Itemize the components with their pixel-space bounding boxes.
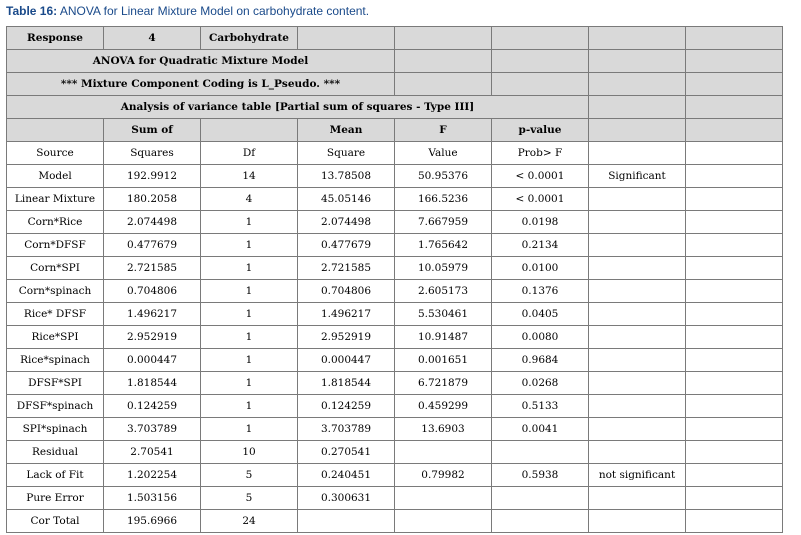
column-header: Mean bbox=[298, 119, 395, 142]
table-row bbox=[7, 326, 783, 349]
table-cell: Rice*spinach bbox=[7, 349, 104, 372]
table-cell: 0.704806 bbox=[104, 280, 201, 303]
table-cell: 0.0198 bbox=[492, 211, 589, 234]
table-cell: 0.9684 bbox=[492, 349, 589, 372]
table-cell: 0.1376 bbox=[492, 280, 589, 303]
header-row bbox=[7, 119, 783, 142]
table-cell: 0.0080 bbox=[492, 326, 589, 349]
table-cell: Corn*SPI bbox=[7, 257, 104, 280]
table-cell bbox=[395, 510, 492, 533]
table-row bbox=[7, 188, 783, 211]
table-cell: Linear Mixture bbox=[7, 188, 104, 211]
table-cell: 0.0100 bbox=[492, 257, 589, 280]
table-cell: Cor Total bbox=[7, 510, 104, 533]
table-cell bbox=[589, 487, 686, 510]
table-row bbox=[7, 349, 783, 372]
table-cell: 2.952919 bbox=[298, 326, 395, 349]
table-cell: 0.477679 bbox=[298, 234, 395, 257]
table-row bbox=[7, 280, 783, 303]
column-header: p-value bbox=[492, 119, 589, 142]
table-cell: 1.202254 bbox=[104, 464, 201, 487]
table-cell: 0.459299 bbox=[395, 395, 492, 418]
empty-cell bbox=[589, 96, 686, 119]
empty-cell bbox=[298, 27, 395, 50]
empty-cell bbox=[492, 73, 589, 96]
table-cell: Corn*spinach bbox=[7, 280, 104, 303]
table-cell: 0.79982 bbox=[395, 464, 492, 487]
empty-cell bbox=[589, 27, 686, 50]
table-cell: 2.70541 bbox=[104, 441, 201, 464]
table-cell bbox=[589, 372, 686, 395]
table-cell: 0.2134 bbox=[492, 234, 589, 257]
table-cell: 1 bbox=[201, 418, 298, 441]
coding-note: *** Mixture Component Coding is L_Pseudo. *** bbox=[7, 73, 395, 96]
empty-cell bbox=[686, 441, 783, 464]
column-header bbox=[7, 119, 104, 142]
response-row bbox=[7, 27, 783, 50]
table-cell: Squares bbox=[104, 142, 201, 165]
table-cell: 0.001651 bbox=[395, 349, 492, 372]
empty-cell bbox=[686, 464, 783, 487]
table-cell: 14 bbox=[201, 165, 298, 188]
table-cell bbox=[589, 326, 686, 349]
empty-cell bbox=[686, 418, 783, 441]
table-cell: Lack of Fit bbox=[7, 464, 104, 487]
table-cell: 5.530461 bbox=[395, 303, 492, 326]
table-cell: 2.074498 bbox=[298, 211, 395, 234]
table-cell: Rice*SPI bbox=[7, 326, 104, 349]
empty-cell bbox=[395, 27, 492, 50]
table-cell: 6.721879 bbox=[395, 372, 492, 395]
table-cell: Residual bbox=[7, 441, 104, 464]
header-row bbox=[7, 142, 783, 165]
table-cell bbox=[589, 188, 686, 211]
table-cell: 45.05146 bbox=[298, 188, 395, 211]
table-cell: DFSF*spinach bbox=[7, 395, 104, 418]
table-cell: SPI*spinach bbox=[7, 418, 104, 441]
table-row bbox=[7, 257, 783, 280]
empty-cell bbox=[686, 510, 783, 533]
empty-cell bbox=[686, 211, 783, 234]
table-row bbox=[7, 418, 783, 441]
table-cell: Source bbox=[7, 142, 104, 165]
table-cell: 166.5236 bbox=[395, 188, 492, 211]
empty-cell bbox=[686, 142, 783, 165]
empty-cell bbox=[686, 27, 783, 50]
table-cell: 13.6903 bbox=[395, 418, 492, 441]
table-cell: 0.5133 bbox=[492, 395, 589, 418]
table-cell: 50.95376 bbox=[395, 165, 492, 188]
table-cell: 0.0268 bbox=[492, 372, 589, 395]
empty-cell bbox=[589, 50, 686, 73]
table-cell: Pure Error bbox=[7, 487, 104, 510]
table-cell bbox=[492, 487, 589, 510]
table-cell bbox=[589, 349, 686, 372]
table-cell: 0.5938 bbox=[492, 464, 589, 487]
table-cell: 10 bbox=[201, 441, 298, 464]
empty-cell bbox=[492, 50, 589, 73]
table-cell bbox=[589, 418, 686, 441]
empty-cell bbox=[686, 257, 783, 280]
table-row bbox=[7, 211, 783, 234]
empty-cell bbox=[686, 303, 783, 326]
table-cell: 1 bbox=[201, 280, 298, 303]
column-header bbox=[589, 119, 686, 142]
empty-cell bbox=[686, 165, 783, 188]
table-cell bbox=[589, 303, 686, 326]
table-cell: 1 bbox=[201, 349, 298, 372]
table-cell bbox=[589, 211, 686, 234]
table-cell: 180.2058 bbox=[104, 188, 201, 211]
empty-cell bbox=[686, 372, 783, 395]
empty-cell bbox=[686, 349, 783, 372]
table-cell: 0.704806 bbox=[298, 280, 395, 303]
table-row bbox=[7, 165, 783, 188]
table-cell: 5 bbox=[201, 487, 298, 510]
table-cell: 0.124259 bbox=[104, 395, 201, 418]
empty-cell bbox=[395, 73, 492, 96]
empty-cell bbox=[395, 50, 492, 73]
table-cell: 0.124259 bbox=[298, 395, 395, 418]
table-cell bbox=[492, 441, 589, 464]
table-row bbox=[7, 464, 783, 487]
table-cell: 2.721585 bbox=[104, 257, 201, 280]
table-cell: 10.91487 bbox=[395, 326, 492, 349]
table-cell: 0.000447 bbox=[298, 349, 395, 372]
table-cell: 4 bbox=[201, 188, 298, 211]
table-cell bbox=[395, 441, 492, 464]
table-cell: 13.78508 bbox=[298, 165, 395, 188]
table-cell: 0.270541 bbox=[298, 441, 395, 464]
response-name: Carbohydrate bbox=[201, 27, 298, 50]
empty-cell bbox=[686, 395, 783, 418]
table-cell: 2.074498 bbox=[104, 211, 201, 234]
table-caption bbox=[6, 4, 369, 18]
table-row bbox=[7, 441, 783, 464]
table-cell: 0.0405 bbox=[492, 303, 589, 326]
table-cell: 0.000447 bbox=[104, 349, 201, 372]
table-cell: 7.667959 bbox=[395, 211, 492, 234]
table-cell bbox=[395, 487, 492, 510]
table-cell: 1.496217 bbox=[298, 303, 395, 326]
empty-cell bbox=[686, 487, 783, 510]
table-cell: 1 bbox=[201, 372, 298, 395]
table-cell: 0.240451 bbox=[298, 464, 395, 487]
column-header: F bbox=[395, 119, 492, 142]
table-cell: Value bbox=[395, 142, 492, 165]
table-cell: 1 bbox=[201, 211, 298, 234]
table-cell bbox=[589, 280, 686, 303]
table-cell: 1 bbox=[201, 234, 298, 257]
table-cell: Square bbox=[298, 142, 395, 165]
caption-text: ANOVA for Linear Mixture Model on carbohydrate content. bbox=[57, 4, 370, 18]
empty-cell bbox=[686, 96, 783, 119]
table-cell: 1 bbox=[201, 395, 298, 418]
table-cell: Rice* DFSF bbox=[7, 303, 104, 326]
table-cell: 2.605173 bbox=[395, 280, 492, 303]
title-row bbox=[7, 96, 783, 119]
table-cell bbox=[589, 257, 686, 280]
table-cell: not significant bbox=[589, 464, 686, 487]
anova-table bbox=[6, 26, 783, 533]
table-cell bbox=[492, 510, 589, 533]
empty-cell bbox=[686, 119, 783, 142]
table-cell: 1 bbox=[201, 303, 298, 326]
table-cell: 192.9912 bbox=[104, 165, 201, 188]
table-cell bbox=[589, 142, 686, 165]
table-cell: 195.6966 bbox=[104, 510, 201, 533]
table-cell: Corn*Rice bbox=[7, 211, 104, 234]
caption-label: Table 16: bbox=[6, 4, 58, 18]
table-cell: 5 bbox=[201, 464, 298, 487]
table-cell: 1.818544 bbox=[298, 372, 395, 395]
table-cell: 1.503156 bbox=[104, 487, 201, 510]
empty-cell bbox=[686, 234, 783, 257]
table-cell: 1.818544 bbox=[104, 372, 201, 395]
table-cell: 10.05979 bbox=[395, 257, 492, 280]
table-cell: Model bbox=[7, 165, 104, 188]
table-cell: 0.0041 bbox=[492, 418, 589, 441]
table-cell: 1 bbox=[201, 257, 298, 280]
response-number: 4 bbox=[104, 27, 201, 50]
response-label: Response bbox=[7, 27, 104, 50]
model-title: ANOVA for Quadratic Mixture Model bbox=[7, 50, 395, 73]
empty-cell bbox=[686, 326, 783, 349]
title-row bbox=[7, 73, 783, 96]
table-cell: Prob> F bbox=[492, 142, 589, 165]
column-header: Sum of bbox=[104, 119, 201, 142]
table-row bbox=[7, 487, 783, 510]
table-row bbox=[7, 372, 783, 395]
table-cell: 2.721585 bbox=[298, 257, 395, 280]
analysis-title: Analysis of variance table [Partial sum of squares - Type III] bbox=[7, 96, 589, 119]
column-header bbox=[201, 119, 298, 142]
empty-cell bbox=[589, 73, 686, 96]
table-cell bbox=[589, 395, 686, 418]
table-cell bbox=[589, 441, 686, 464]
table-cell bbox=[589, 510, 686, 533]
table-cell: Significant bbox=[589, 165, 686, 188]
table-cell bbox=[298, 510, 395, 533]
empty-cell bbox=[686, 73, 783, 96]
table-cell: 1.496217 bbox=[104, 303, 201, 326]
title-row bbox=[7, 50, 783, 73]
table-cell: 1.765642 bbox=[395, 234, 492, 257]
table-cell: 2.952919 bbox=[104, 326, 201, 349]
table-cell: < 0.0001 bbox=[492, 188, 589, 211]
table-cell: 3.703789 bbox=[104, 418, 201, 441]
table-cell: 0.477679 bbox=[104, 234, 201, 257]
empty-cell bbox=[686, 280, 783, 303]
empty-cell bbox=[686, 188, 783, 211]
table-cell: Df bbox=[201, 142, 298, 165]
empty-cell bbox=[492, 27, 589, 50]
table-cell: 1 bbox=[201, 326, 298, 349]
table-cell: 0.300631 bbox=[298, 487, 395, 510]
table-cell: Corn*DFSF bbox=[7, 234, 104, 257]
table-cell: 24 bbox=[201, 510, 298, 533]
table-cell: < 0.0001 bbox=[492, 165, 589, 188]
table-cell bbox=[589, 234, 686, 257]
table-row bbox=[7, 303, 783, 326]
table-cell: DFSF*SPI bbox=[7, 372, 104, 395]
empty-cell bbox=[686, 50, 783, 73]
table-row bbox=[7, 234, 783, 257]
table-row bbox=[7, 510, 783, 533]
table-cell: 3.703789 bbox=[298, 418, 395, 441]
table-row bbox=[7, 395, 783, 418]
